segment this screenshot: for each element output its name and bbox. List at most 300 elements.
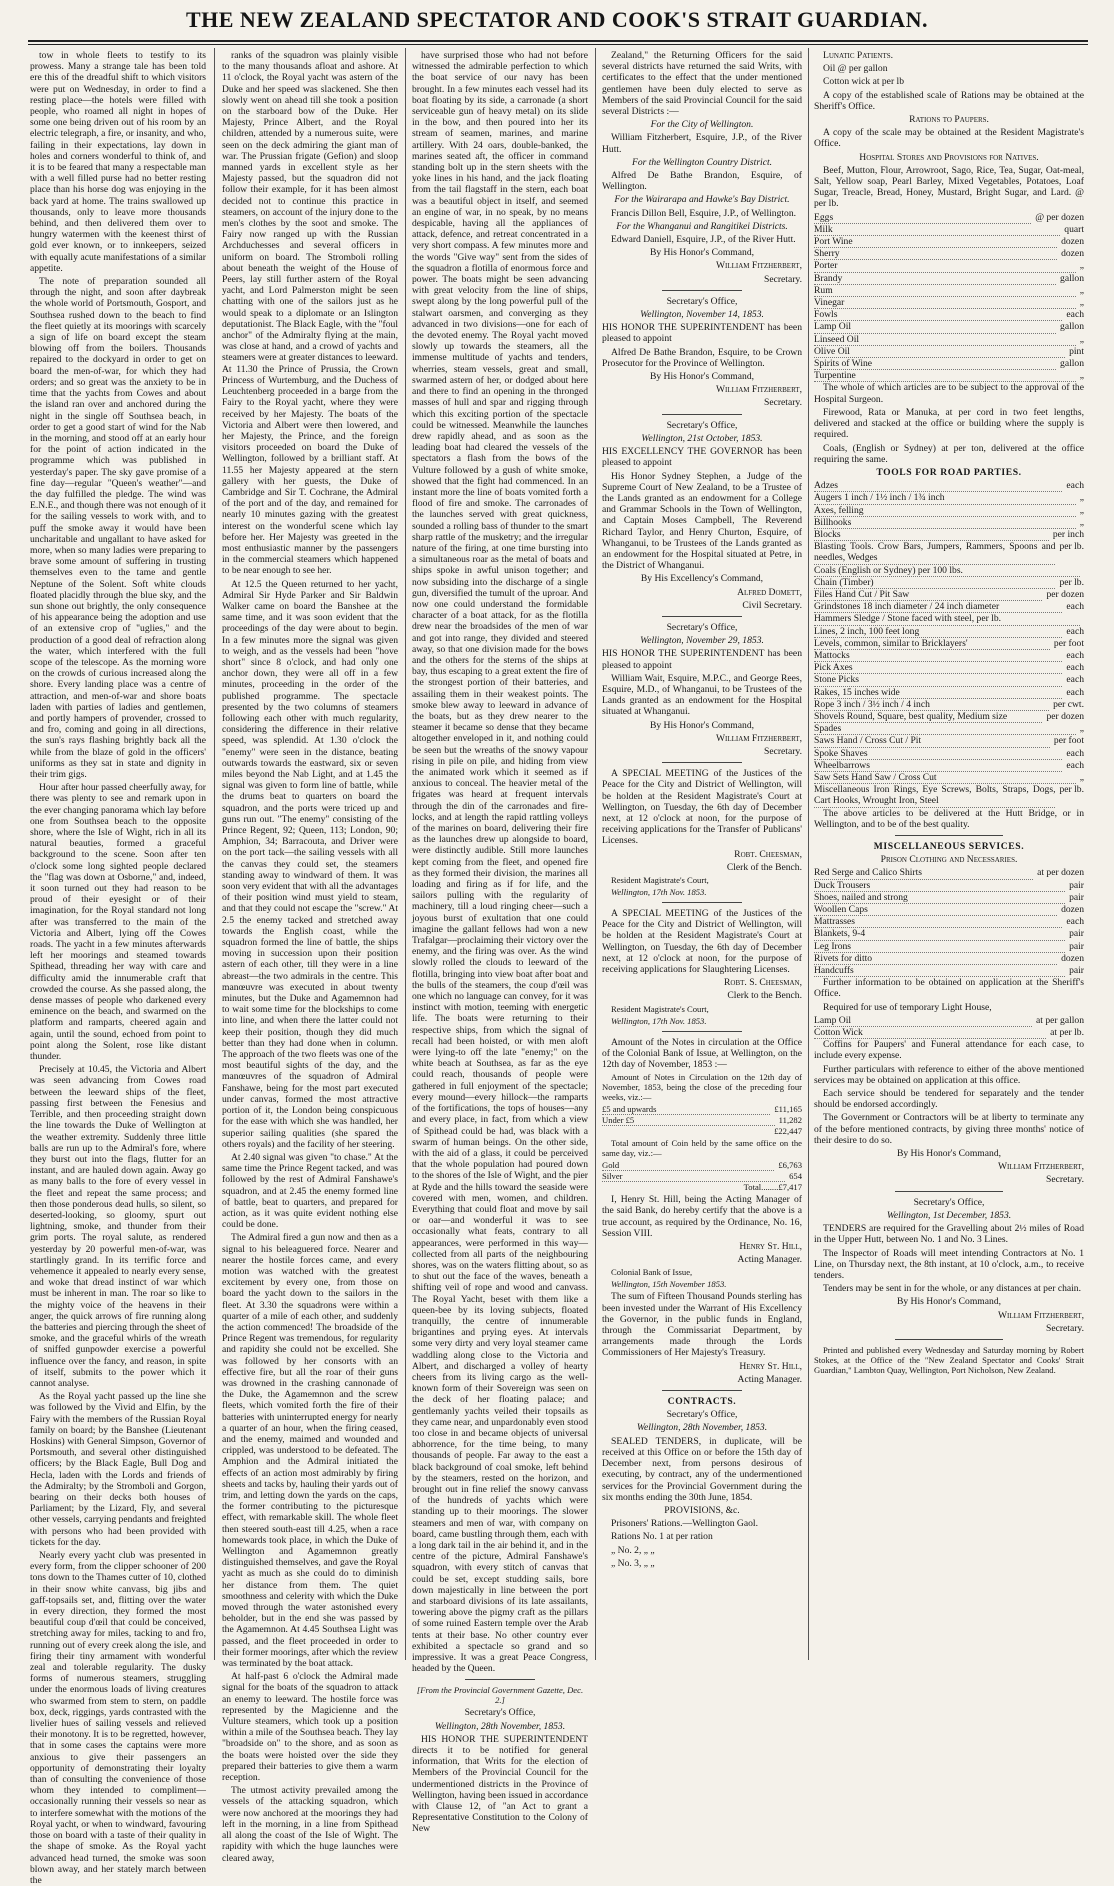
bank-row-value: £6,763 bbox=[778, 1160, 802, 1171]
prison-item-row bbox=[814, 892, 1084, 904]
column-4-government-notices bbox=[602, 50, 802, 1660]
contract-note: Each service should be tendered for separately and the tender should be endorsed accordingly. bbox=[814, 1088, 1084, 1111]
hospital-items: Beef, Mutton, Flour, Arrowroot, Sago, Rice, Tea, Sugar, Oat-meal, Salt, Yellow soap, Pearl Barley, Mixed Vegetables, Potatoes, Loaf Sugar, Treacle, Bread, Honey, Mustard, Bright Sugar, and Lard. @ per lb. bbox=[814, 164, 1084, 210]
notice-place: Resident Magistrate's Court, bbox=[611, 1003, 709, 1014]
price-row-unit: each bbox=[1066, 309, 1084, 321]
price-row-label: Brandy bbox=[814, 273, 1056, 285]
prison-item-row-unit: pair bbox=[1069, 879, 1084, 891]
tool-row-label: Blasting Tools. Crow Bars, Jumpers, Rammers, Spoons and needles, Wedges bbox=[814, 541, 1056, 564]
contract-note: A copy of the scale may be obtained at the Resident Magistrate's Office. bbox=[814, 127, 1084, 150]
district-member: Edward Daniell, Esquire, J.P., of the River Hutt. bbox=[611, 234, 796, 246]
price-row bbox=[814, 224, 1084, 236]
price-row-unit: „ bbox=[1079, 297, 1084, 309]
divider bbox=[662, 1390, 742, 1391]
subheading: Prison Clothing and Necessaries. bbox=[880, 854, 1018, 866]
article-paragraph: At 2.40 signal was given "to chase." At the same time the Prince Regent tacked, and was followed by the rest of Admiral Fanshawe's squadron, and at 2.45 the enemy formed line of battle, beat to quarters, and prepared for action, as it was quite evident nothing else could be done. bbox=[222, 1151, 398, 1231]
tool-row-label: Chain (Timber) bbox=[814, 577, 1055, 589]
tool-row bbox=[814, 626, 1084, 638]
signature-title: Clerk of the Bench. bbox=[726, 861, 802, 873]
prison-item-row-unit: dozen bbox=[1061, 904, 1084, 916]
column-rule bbox=[405, 48, 406, 1660]
tool-row bbox=[814, 699, 1084, 711]
tool-row-unit: per dozen bbox=[1046, 588, 1084, 600]
tool-row-label: Spoke Shaves bbox=[814, 748, 1062, 760]
signature-name: William Fitzherbert, bbox=[997, 1309, 1084, 1321]
bank-declaration: I, Henry St. Hill, being the Acting Manager of the said Bank, do hereby certify that the above is a true account, as required by the Ordinance, No. 16, Session VIII. bbox=[602, 1194, 802, 1239]
notice-office: Secretary's Office, bbox=[666, 295, 738, 307]
price-row bbox=[814, 346, 1084, 358]
divider bbox=[662, 762, 742, 763]
contract-item: Cotton wick at per lb bbox=[823, 76, 904, 88]
divider bbox=[662, 414, 742, 415]
price-row-unit: dozen bbox=[1061, 248, 1084, 260]
divider bbox=[895, 835, 1003, 836]
price-row-unit: quart bbox=[1064, 223, 1084, 235]
prison-item-row bbox=[814, 941, 1084, 953]
price-row-label: Rum bbox=[814, 285, 1076, 297]
contract-note: Required for use of temporary Light House, bbox=[823, 1001, 992, 1013]
contract-note: The Government or Contractors will be at liberty to terminate any of the before mentioned contracts, by giving three months' notice of their desire to do so. bbox=[814, 1112, 1084, 1146]
prison-item-row-unit: each bbox=[1066, 916, 1084, 928]
tool-row-label: Hammers Sledge / Stone faced with steel, per lb. bbox=[814, 613, 1080, 625]
divider bbox=[662, 290, 742, 291]
ration-item: „ No. 3, „ „ bbox=[611, 1557, 655, 1569]
article-paragraph: have surprised those who had not before witnessed the admirable perfection to which the boat service of our navy has been brought. In a few minutes each vessel had its boat floating by its side, a carronade (a short serviceable gun of heavy metal) on its slide in the bow, and then poured into her its stream of seamen, marines, and marine artillery. With 24 oars, double-banked, the marines seated aft, the officer in command standing bolt up in the stern sheets with the yoke lines in his hand, and the jack floating from the tail flagstaff in the stern, each boat was a beautiful object in itself, and seemed an engine of war, in no speak, by no means despicable, having all the appliances of attack, defence, and retreat concentrated in a very short compass. A few minutes more and the words "Give way" sent from the sides of the squadron a flotilla of enormous force and power. The boats might be seen advancing with great velocity from the line of ships, swept along by the long powerful pull of the stalwart oarsmen, and converging as they advanced in two divisions—one for each of the devoted enemy. The Royal yacht moved slowly up towards the steamers, all the immense multitude of yachts and tenders, wherries, steam vessels, great and small, swarmed astern of her, or dodged about here and there to find an opening in the thronged masses of hull and spar and rigging through which this exciting portion of the spectacle could be witnessed. Meanwhile the launches drew rapidly ahead, and as soon as the leading boat had cleared the vessels of the spectators a flash from the bows of the Vulture followed by a gush of white smoke, showed that the fight had commenced. In an instant more the line of boats vomited forth a flood of fire and smoke. The carronades of the launches served with great quickness, sounded a rolling bass of thunder to the smart sharp rattle of the musketry; and the irregular nature of the firing, at one time bursting into a simultaneous roar as the metal of boats and ships spoke in awful unison together; and now subsiding into the discharge of a single gun, diversified the tumult of the uproar. And now one could understand the formidable character of a boat attack, for as the flotilla drew near the broadsides of the men of war and got into range, they divided and steered away, so that one division made for the bows and the others for the sterns of the ships at bay, thus escaping to a great extent the fire of the strongest portion of their batteries, and assailing them in their weakest points. The smoke blew away to leeward in advance of the boats, but as they drew nearer to the steamer it became so dense that they became altogether enveloped in it, and nothing could be seen but the wreaths of the snowy vapour rising in pile on pile, and hiding from view the animated work which it seemed as if anxious to conceal. The heavier metal of the frigates was heard at frequent intervals through the din of the carronades and fire-locks, and at length the rapid rattling volleys of the marines on board, delivering their fire as the launches drew up alongside to board, were distinctly audible. Still more launches kept coming from the fleet, and opened fire as they formed their division, the marines all loading and firing as if for life, and the sailors pulling with the regularity of machinery, till a loud ringing cheer—such a joyous burst of exultation that one could imagine the gallant fellows had won a new Trafalgar—proclaiming their victory over the enemy, and the firing was over. As the wind slowly rolled the clouds to leeward of the flotilla, bringing into view boat after boat and the bulls of the steamers, the coup d'œil was one which no language can convey, for it was instinct with motion, teeming with energetic life. The boats were returning to their respective ships, from which the signal of recall had been hoisted, or with men aloft were lying-to off the late "enemy;" on the white beach at Southsea, as far as the eye could reach, thousands of people were gathered in full enjoyment of the spectacle; every mound—every hillock—the ramparts of the fortifications, the tops of houses—any and every place, in fact, from which a view of Spithead could be had, was black with a swarm of human beings. On the other side, with the aid of a glass, it could be perceived that the whole population had poured down to the shores of the Isle of Wight, and the pier at Ryde and the hills toward the seaside were covered with men, women, and children. Everything that could float and move by sail or oar—and wonderful it was to see occasionally what feats, contrary to all appearances, were performed in this way—collected from all parts of the neighbouring shores, was on the waters flitting about, so as to shut out the face of the waves, beneath a shifting veil of rope and wood and canvass. The Royal Yacht, beset with them like a queen-bee by its loving subjects, floated tranquilly, the centre of innumerable brigantines and prying eyes. At intervals some very dirty and very loyal steamer came waddling along close to the Victoria and Albert, and discharged a volley of hearty cheers from its living cargo as the well-known form of their Sovereign was seen on the deck of her floating palace; and gentlemanly yachts veiled their topsails as they came near, and unpardonably even stood too close in and became objects of universal abhorrence, for the time being, to many thousands of people. Far away to the east a black background of coal smoke, left behind by the steamers, rested on the horizon, and brought out in fine relief the snowy canvass of the hundreds of yachts which were standing up to their moorings. The slower steamers and men of war, with company on board, came bustling through them, each with a long dark tail in the air behind it, and in the centre of the picture, Admiral Fanshawe's squadron, with every stitch of canvas that could be set, except studding sails, bore down majestically in line between the port and starboard divisions of its late assailants, towering above the pigmy craft as the pillars of some ruined Eastern temple over the Arab tents at their base. No other country ever exhibited a spectacle so grand and so impressive. It was a great Peace Congress, headed by the Queen. bbox=[412, 50, 588, 1675]
price-row-unit: gallon bbox=[1060, 321, 1084, 333]
signature-title: Civil Secretary. bbox=[742, 599, 802, 611]
price-row bbox=[814, 358, 1084, 370]
misc-heading: MISCELLANEOUS SERVICES. bbox=[873, 841, 1025, 852]
masthead bbox=[0, 0, 1114, 40]
price-row-label: Olive Oil bbox=[814, 346, 1065, 358]
contract-note: The above articles to be delivered at the Hutt Bridge, or in Wellington, and to be of the best quality. bbox=[814, 807, 1084, 830]
signature-title: Secretary. bbox=[764, 273, 802, 285]
tool-row bbox=[814, 711, 1084, 723]
notice-body: Alfred De Bathe Brandon, Esquire, to be Crown Prosecutor for the Province of Wellington. bbox=[602, 346, 802, 369]
column-rule bbox=[808, 48, 809, 1660]
prison-item-row-unit: pair bbox=[1069, 928, 1084, 940]
tool-row-unit: „ bbox=[1079, 504, 1084, 516]
bank-row-label: Silver bbox=[602, 1171, 785, 1182]
tool-row-label: Augers 1 inch / 1½ inch / 1¾ inch bbox=[814, 492, 1076, 504]
tool-row-unit: per lb. bbox=[1059, 784, 1084, 796]
contract-note: A copy of the established scale of Rations may be obtained at the Sheriff's Office. bbox=[814, 89, 1084, 112]
prison-item-row bbox=[814, 880, 1084, 892]
price-row-label: Spirits of Wine bbox=[814, 358, 1056, 370]
bank-row-value: 11,282 bbox=[778, 1115, 802, 1126]
tool-row bbox=[814, 723, 1084, 735]
divider bbox=[465, 1679, 535, 1680]
bank-row-label: £5 and upwards bbox=[602, 1104, 770, 1115]
tool-row-label: Coals (English or Sydney) per 100 lbs. bbox=[814, 565, 1080, 577]
signature-by: By His Excellency's Command, bbox=[640, 573, 764, 585]
price-row bbox=[814, 321, 1084, 333]
bank-notice-sub: Amount of Notes in Circulation on the 12th day of November, 1853, being the close of the preceding four weeks, viz.:— bbox=[602, 1072, 802, 1103]
tool-row bbox=[814, 505, 1084, 517]
tool-row bbox=[814, 480, 1084, 492]
article-paragraph: The Admiral fired a gun now and then as a signal to his beleaguered force. Nearer and nearer the hostile forces came, and every motion was watched with the greatest excitement by every one, from those on board the yacht down to the sailors in the fleet. At 3.30 the squadrons were within a quarter of a mile of each other, and suddenly the action commenced! The broadside of the Prince Regent was tremendous, for regularity and rapidity she could not be excelled. She was followed by her consorts with an effective fire, but all the roar of their guns was drowned in the crashing cannonade of the Duke, the Agamemnon and the screw fleets, which vomited forth the fire of their batteries with uninterrupted energy for nearly a quarter of an hour, when the firing ceased, and the enemy, maimed and wounded and crippled, was understood to be defeated. The Amphion and the Admiral initiated the effects of an action most admirably by firing sheets and tacks by, hauling their yards out of trim, and letting down the yards on the caps, the former contributing to the picturesque effect, with remarkable skill. The whole fleet then steered south-east till 4.25, when a race homewards took place, in which the Duke of Wellington and Agamemnon greatly distinguished themselves, and gave the Royal yacht as much as she could do to diminish her distance from them. The quiet smoothness and celerity with which the Duke moved through the water astonished every beholder, but in the end she was passed by the Agamemnon. At 4.45 Southsea Light was passed, and the fleet proceeded in order to their former moorings, after which the review was terminated by the boat attack. bbox=[222, 1232, 398, 1670]
provisions-heading: PROVISIONS, &c. bbox=[664, 1504, 740, 1516]
contract-note: Firewood, Rata or Manuka, at per cord in two feet lengths, delivered and stacked at the office or building where the supply is required. bbox=[814, 406, 1084, 441]
price-row bbox=[814, 370, 1084, 382]
subheading: Lunatic Patients. bbox=[823, 50, 894, 61]
bank-row-label: Under £5 bbox=[602, 1115, 775, 1126]
price-row bbox=[814, 260, 1084, 272]
article-paragraph: ranks of the squadron was plainly visible to the many thousands afloat and ashore. At 11 o'clock, the Royal yacht was astern of the Duke and her speed was slackened. She then slowly went on ahead till she took a position on the starboard bow of the Duke. Her Majesty, Prince Albert, and the Royal children, attended by a numerous suite, were seen on the deck admiring the giant man of war. The Prussian frigate (Gefion) and sloop manned yards in excellent style as her Majesty passed, but the squadron did not follow their example, for it has been almost decided not to continue this practice in steamers, on account of the injury done to the men's clothes by the soot and smoke. The Fairy now ranged up with the Russian Archduchesses and several officers in uniform on board. The Stromboli rolling about beneath the weight of the House of Peers, lay still further astern of the Royal yacht, and Lord Palmerston might be seen chatting with one of the sailors just as he would speak to a diplomate or an Islington deputationist. The Black Eagle, with the "foul anchor" of the Admiralty flying at the main, was close at hand, and a crowd of yachts and steamers were at greater distances to leeward. At 11.30 the Prince of Prussia, the Crown Princess of Wurtemburg, and the Duchess of Leuchtenberg proceeded in a barge from the Fairy to the Royal yacht, where they were received by her Majesty. The boats of the Victoria and Albert were then lowered, and her Majesty, the Prince, and the foreign visitors proceeded on board the Duke of Wellington, followed by a brilliant staff. At 11.55 her Majesty appeared at the stern gallery with her guests, the Duke of Cambridge and Sir T. Cochrane, the Admiral of the port and of the day, and remained for nearly 10 minutes gazing with the greatest interest on the wonderful scene which lay before her. Her Majesty was greeted in the most enthusiastic manner by the passengers in the commercial steamers which happened to be near enough to see her. bbox=[222, 50, 398, 577]
price-row-label: Lamp Oil bbox=[814, 321, 1056, 333]
price-row-label: Turpentine bbox=[814, 370, 1076, 382]
price-row bbox=[814, 285, 1084, 297]
tool-row bbox=[814, 638, 1084, 650]
notice-office: Secretary's Office, bbox=[666, 1409, 738, 1421]
signature-title: Acting Manager. bbox=[737, 1373, 802, 1385]
contract-note: Further particulars with reference to either of the above mentioned services may be obtained on application at this office. bbox=[814, 1063, 1084, 1086]
bank-row bbox=[602, 1104, 802, 1115]
prison-item-row bbox=[814, 953, 1084, 965]
article-paragraph: As the Royal yacht passed up the line she was followed by the Vivid and Elfin, by the Fairy with the members of the Russian Royal family on board; by the Banshee (Lieutenant Hoskins) with General Simpson, Governor of Portsmouth, and several other distinguished officers; by the Black Eagle, Bull Dog and Hecla, laden with the Lords and friends of the Admiralty; by the Stromboli and Gorgon, bearing on their decks both houses of Parliament; by the Lizard, Fly, and several other vessels, carrying pendants and freighted with persons who had been provided with tickets for the day. bbox=[30, 1391, 206, 1548]
gazette-source: [From the Provincial Government Gazette, Dec. 2.] bbox=[416, 1685, 584, 1706]
tool-row-unit: each bbox=[1066, 674, 1084, 686]
bank-row-value: 654 bbox=[789, 1171, 802, 1182]
price-row-unit: „ bbox=[1079, 260, 1084, 272]
contracts-body: SEALED TENDERS, in duplicate, will be received at this Office on or before the 15th day of December next, from persons desirous of executing, by contract, any of the undermentioned services for the Provincial Government during the six months ending the 30th June, 1854. bbox=[602, 1435, 802, 1503]
notice-date: Wellington, 15th November 1853. bbox=[611, 1279, 727, 1290]
tool-row-label: Saws Hand / Cross Cut / Pit bbox=[814, 735, 1050, 747]
tool-row-label: Mattocks bbox=[814, 650, 1062, 662]
price-row bbox=[814, 334, 1084, 346]
signature-title: Secretary. bbox=[1046, 1322, 1084, 1334]
prison-item-row-label: Handcuffs bbox=[814, 965, 1065, 977]
gravel-tenders: Tenders may be sent in for the whole, or any distances at per chain. bbox=[823, 1283, 1082, 1295]
notice-date: Wellington, November 14, 1853. bbox=[640, 309, 764, 321]
article-paragraph: The utmost activity prevailed among the vessels of the attacking squadron, which were now anchored at the moorings they had left in the morning, in a line from Spithead all along the coast of the Isle of Wight. The rapidity with which the huge launches were cleared away, bbox=[222, 1785, 398, 1864]
district-label: For the Wairarapa and Hawke's Bay District. bbox=[614, 194, 790, 206]
price-row-label: Porter bbox=[814, 260, 1076, 272]
tool-row bbox=[814, 784, 1084, 807]
contracts-heading: CONTRACTS. bbox=[667, 1396, 737, 1408]
bank-row bbox=[602, 1160, 802, 1171]
contract-note: Coals, (English or Sydney) at per ton, delivered at the office requiring the same. bbox=[814, 442, 1084, 465]
light-item-row bbox=[814, 1015, 1084, 1027]
bank-row-value: £11,165 bbox=[774, 1104, 802, 1115]
tool-row-label: Saw Sets Hand Saw / Cross Cut bbox=[814, 772, 1076, 784]
notice-body: William Wait, Esquire, M.P.C., and George Rees, Esquire, M.D., of Whanganui, to be Trustees of the Lands granted as an endowment for the Hospital situated at Whanganui. bbox=[602, 672, 802, 718]
tool-row-label: Rope 3 inch / 3½ inch / 4 inch bbox=[814, 699, 1049, 711]
column-rule bbox=[595, 48, 596, 1660]
prison-item-row bbox=[814, 965, 1084, 977]
bank-notice-intro: Amount of the Notes in circulation at the Office of the Colonial Bank of Issue, at Wellington, on the 12th day of November, 1853 :— bbox=[602, 1036, 802, 1071]
contract-note: Further information to be obtained on application at the Sheriff's Office. bbox=[814, 977, 1084, 1000]
price-row bbox=[814, 248, 1084, 260]
district-label: For the Whanganui and Rangitikei Districts. bbox=[616, 220, 788, 232]
notice-date: Wellington, 28th November, 1853. bbox=[636, 1422, 768, 1434]
light-item-row-label: Lamp Oil bbox=[814, 1015, 1032, 1027]
gravel-tender-body: TENDERS are required for the Gravelling about 2½ miles of Road in the Upper Hutt, between No. 1 and No. 3 Lines. bbox=[814, 1223, 1084, 1246]
prison-item-row-unit: dozen bbox=[1061, 952, 1084, 964]
tool-row-unit: each bbox=[1066, 759, 1084, 771]
writs-notice-body: HIS HONOR THE SUPERINTENDENT directs it to be notified for general information, that Writs for the election of Members of the Provincial Council for the undermentioned districts in the Province of Wellington, having been issued in accordance with Clause 12, of "an Act to grant a Representative Constitution to the Colony of New bbox=[412, 1733, 588, 1835]
signature-title: Secretary. bbox=[1046, 1174, 1084, 1186]
notice-date: Wellington, 17th Nov. 1853. bbox=[611, 1015, 707, 1026]
prison-item-row bbox=[814, 867, 1084, 879]
prison-item-row-label: Shoes, nailed and strong bbox=[814, 892, 1065, 904]
notice-body: His Honor Sydney Stephen, a Judge of the Supreme Court of New Zealand, to be a Trustee of the Lands granted as an endowment for a College and Grammar Schools in the Town of Wellington, and Captain Moses Campbell, The Reverend Richard Taylor, and Henry Churton, Esquire, of Whanganui, to be Trustees of the Lands granted as an endowment for the Hospital situated at Petre, in the District of Whanganui. bbox=[602, 470, 802, 572]
prison-list bbox=[814, 867, 1084, 977]
tool-row bbox=[814, 577, 1084, 589]
article-paragraph: Nearly every yacht club was presented in every form, from the clipper schooner of 200 tons down to the Thames cutter of 10, clothed in their snow white canvass, big jibs and gaff-topsails set, and, flitting over the water in every direction, they formed the most beautiful coup d'œil that could be conceived, stretching away for miles, tacking to and fro, running out of every creek along the isle, and firing their tiny armament with wonderful zeal and tolerable regularity. The dusky forms of numerous steamers, struggling under the enormous loads of living creatures who swarmed from stem to stern, on paddle box, deck, riggings, yards contrasted with the livelier hues of sailing vessels and relieved their monotony. It is to be regretted, however, that in some cases the captains were more anxious to give their passengers an opportunity of demonstrating their loyalty than of consulting the convenience of those whom they intended to compliment—occasionally running their vessels so near as to interfere somewhat with the motions of the Royal yacht, or when to windward, favouring those on board with a taste of their quality in the shape of smoke. As the Royal yacht advanced head turned, the smoke was soon blown away, and her stately march between the bbox=[30, 1550, 206, 1886]
signature-name: Henry St. Hill, bbox=[739, 1241, 802, 1253]
district-member: Francis Dillon Bell, Esquire, J.P., of Wellington. bbox=[611, 207, 797, 219]
tool-row bbox=[814, 735, 1084, 747]
tools-heading: TOOLS FOR ROAD PARTIES. bbox=[876, 466, 1022, 478]
notice-office: Secretary's Office, bbox=[666, 419, 738, 431]
tool-row-unit: per cwt. bbox=[1053, 698, 1084, 710]
tool-row-label: Blocks bbox=[814, 529, 1049, 541]
printer-imprint: Printed and published every Wednesday and Saturday morning by Robert Stokes, at the Office of the "New Zealand Spectator and Cooks' Strait Guardian," Lambton Quay, Wellington, Port Nicholson, New Zealand. bbox=[814, 1344, 1084, 1375]
tool-row-label: Wheelbarrows bbox=[814, 760, 1062, 772]
notice-date: Wellington, 17th Nov. 1853. bbox=[611, 887, 707, 897]
tool-row-unit: each bbox=[1066, 601, 1084, 613]
divider bbox=[662, 1031, 742, 1032]
price-row bbox=[814, 309, 1084, 321]
tool-row-label: Adzes bbox=[814, 480, 1062, 492]
prison-item-row-unit: pair bbox=[1069, 940, 1084, 952]
tool-row-unit: each bbox=[1066, 662, 1084, 674]
tool-row-label: Pick Axes bbox=[814, 662, 1062, 674]
prison-item-row bbox=[814, 904, 1084, 916]
tool-row-label: Rakes, 15 inches wide bbox=[814, 687, 1062, 699]
masthead-rule bbox=[28, 40, 1088, 42]
contract-item: Oil @ per gallon bbox=[823, 63, 888, 75]
notice-office: Secretary's Office, bbox=[666, 621, 738, 633]
price-row-label: Sherry bbox=[814, 248, 1057, 260]
price-row-label: Milk bbox=[814, 224, 1060, 236]
district-label: For the Wellington Country District. bbox=[631, 156, 773, 168]
tool-row bbox=[814, 687, 1084, 699]
tool-row-unit: per dozen bbox=[1046, 710, 1084, 722]
prison-item-row-label: Woollen Caps bbox=[814, 904, 1057, 916]
divider bbox=[662, 616, 742, 617]
meeting-notice-body: A SPECIAL MEETING of the Justices of the Peace for the City and District of Wellington, will be holden at the Resident Magistrate's Court at Wellington, on Tuesday, the 6th day of December next, at 12 o'clock at noon, for the purpose of receiving applications for the Transfer of Publicans' Licenses. bbox=[602, 768, 802, 847]
notice-heading: HIS EXCELLENCY THE GOVERNOR has been pleased to appoint bbox=[602, 446, 802, 469]
price-row-unit: „ bbox=[1079, 370, 1084, 382]
tool-row-unit: per foot bbox=[1053, 637, 1084, 649]
signature-title: Clerk to the Bench. bbox=[727, 990, 802, 1002]
price-row-label: Vinegar bbox=[814, 297, 1076, 309]
divider bbox=[662, 902, 742, 903]
price-row bbox=[814, 297, 1084, 309]
signature-name: William Fitzherbert, bbox=[715, 260, 802, 272]
contract-note: Coffins for Paupers' and Funeral attendance for each case, to include every expense. bbox=[814, 1039, 1084, 1062]
writs-notice-continued: Zealand," the Returning Officers for the said several districts have returned the said Writs, with certificates to the effect that the under mentioned gentlemen have been duly elected to serve as Members of the said Provincial Council for the said several Districts :— bbox=[602, 50, 802, 118]
bank-coin-total: Total........£7,417 bbox=[743, 1182, 802, 1193]
prisoners-rations: Prisoners' Rations.—Wellington Gaol. bbox=[611, 1518, 758, 1530]
tool-row-unit: each bbox=[1066, 649, 1084, 661]
column-1-naval-review bbox=[30, 50, 206, 1886]
divider bbox=[895, 1191, 1003, 1192]
tool-row bbox=[814, 760, 1084, 772]
tool-row-unit: „ bbox=[1079, 771, 1084, 783]
ration-item: „ No. 2, „ „ bbox=[611, 1544, 655, 1556]
tool-row-label: Stone Picks bbox=[814, 674, 1062, 686]
divider bbox=[895, 1339, 1003, 1340]
tool-row-unit: per lb. bbox=[1059, 576, 1084, 588]
price-row-unit: @ per dozen bbox=[1035, 211, 1084, 223]
notice-heading: HIS HONOR THE SUPERINTENDENT has been pleased to appoint bbox=[602, 648, 802, 671]
price-row-unit: gallon bbox=[1060, 272, 1084, 284]
tool-row-unit: each bbox=[1066, 686, 1084, 698]
district-label: For the City of Wellington. bbox=[650, 119, 754, 131]
tool-row bbox=[814, 748, 1084, 760]
tool-row-label: Shovels Round, Square, best quality, Medium size bbox=[814, 711, 1042, 723]
price-row bbox=[814, 273, 1084, 285]
notice-date: Wellington, November 29, 1853. bbox=[640, 635, 764, 647]
signature-name: Robt. S. Cheesman, bbox=[724, 977, 802, 989]
tool-row bbox=[814, 492, 1084, 504]
prison-item-row-unit: at per dozen bbox=[1037, 867, 1084, 879]
signature-name: William Fitzherbert, bbox=[715, 384, 802, 396]
tool-row bbox=[814, 613, 1084, 625]
tool-row bbox=[814, 650, 1084, 662]
meeting-notice-body: A SPECIAL MEETING of the Justices of the Peace for the City and District of Wellington, will be holden at the Resident Magistrate's Court at Wellington, on Tuesday, the 6th day of December next, at 12 o'clock at noon, for the purpose of receiving applications for Slaughtering Licenses. bbox=[602, 908, 802, 976]
tool-row-label: Files Hand Cut / Pit Saw bbox=[814, 589, 1042, 601]
signature-by: By His Honor's Command, bbox=[649, 371, 755, 383]
prison-item-row-label: Duck Trousers bbox=[814, 880, 1065, 892]
tool-row bbox=[814, 674, 1084, 686]
bank-row bbox=[602, 1115, 802, 1126]
notice-heading: HIS HONOR THE SUPERINTENDENT has been pleased to appoint bbox=[602, 322, 802, 345]
tool-row-unit: „ bbox=[1079, 723, 1084, 735]
column-2-naval-review bbox=[222, 50, 398, 1864]
article-paragraph: The note of preparation sounded all through the night, and soon after daybreak the whole world of Portsmouth, Gosport, and Southsea rushed down to the beach to find the fleet quietly at its moorings with scarcely a sign of life on board except the steam blowing off from the boilers. Thousands repaired to the dockyard in order to get on board the men-of-war, for which they had orders; and so great was the anxiety to be in time that the yachts from Cowes and about the island ran over and anchored during the night in the single off Southsea beach, in order to get a good start of wind for the Nab in the morning, and stood off at an early hour for the point of action indicated in the programme which was published in yesterday's paper. The sky gave promise of a fine day—regular "Queen's weather"—and the day fulfilled the pledge. The wind was E.N.E., and though there was not enough of it for the sailing vessels to work with, and to puff the smoke away it would have been uncharitable and ungallant to have asked for more, when so many ladies were preparing to brave some amount of suffering in trusting themselves even to the tame and gentle Neptune of the Solent. Soft white clouds floated placidly through the blue sky, and the sun shone out brightly, the only consequence of his appearance being the adoption and use of an extensive crop of "uglies," and the production of a good deal of refraction along the water, which interfered with the full scope of the telescope. As the morning wore on the crowds of curious increased along the shore. Every landing place was a centre of attraction, and men-of-war and shore boats laden with parties of ladies and gentlemen, and portly hampers of provender, crossed to and fro, coming and going in all directions, the sun's rays flashing brightly back all the while from the blaze of gold in the officers' uniforms as they sat in state and dignity in their trim gigs. bbox=[30, 276, 206, 780]
column-5-contracts bbox=[814, 50, 1084, 1660]
tool-row-label: Spades bbox=[814, 723, 1076, 735]
newspaper-title: THE NEW ZEALAND SPECTATOR AND COOK'S STRAIT GUARDIAN. bbox=[185, 7, 929, 32]
tool-row-unit: „ bbox=[1079, 516, 1084, 528]
column-rule bbox=[214, 48, 215, 1660]
signature-name: Robt. Cheesman, bbox=[734, 848, 802, 860]
bank-row bbox=[602, 1171, 802, 1182]
tool-row bbox=[814, 772, 1084, 784]
signature-by: By His Honor's Command, bbox=[896, 1148, 1002, 1160]
light-item-row-label: Cotton Wick bbox=[814, 1027, 1046, 1039]
tool-row-label: Billhooks bbox=[814, 517, 1076, 529]
tool-row-label: Lines, 2 inch, 100 feet long bbox=[814, 626, 1062, 638]
tool-row-unit: per inch bbox=[1052, 528, 1084, 540]
light-item-row-unit: at per lb. bbox=[1050, 1027, 1084, 1039]
tool-row-unit: each bbox=[1066, 480, 1084, 492]
price-row-unit: dozen bbox=[1061, 236, 1084, 248]
district-member: Alfred De Bathe Brandon, Esquire, of Wellington. bbox=[602, 170, 802, 193]
light-item-row-unit: at per gallon bbox=[1036, 1014, 1084, 1026]
signature-name: William Fitzherbert, bbox=[997, 1161, 1084, 1173]
signature-title: Secretary. bbox=[764, 745, 802, 757]
tool-row-unit: per lb. bbox=[1059, 541, 1084, 553]
tool-row bbox=[814, 541, 1084, 564]
signature-title: Secretary. bbox=[764, 397, 802, 409]
price-row-unit: gallon bbox=[1060, 358, 1084, 370]
prison-item-row-label: Leg Irons bbox=[814, 941, 1065, 953]
notice-place: Resident Magistrate's Court, bbox=[611, 875, 709, 885]
prison-item-row-label: Mattrasses bbox=[814, 916, 1062, 928]
signature-name: Henry St. Hill, bbox=[739, 1360, 802, 1372]
price-row-unit: pint bbox=[1069, 345, 1084, 357]
column-3-naval-review bbox=[412, 50, 588, 1835]
notice-office: Secretary's Office, bbox=[913, 1196, 985, 1208]
signature-name: William Fitzherbert, bbox=[715, 732, 802, 744]
price-row-unit: „ bbox=[1079, 284, 1084, 296]
tools-list bbox=[814, 480, 1084, 807]
tool-row bbox=[814, 589, 1084, 601]
notice-office: Secretary's Office, bbox=[464, 1707, 536, 1719]
signature-by: By His Honor's Command, bbox=[649, 719, 755, 731]
light-list bbox=[814, 1015, 1084, 1039]
subheading: Hospital Stores and Provisions for Natives. bbox=[859, 151, 1039, 163]
bank-total: £22,447 bbox=[774, 1126, 802, 1137]
prison-item-row bbox=[814, 928, 1084, 940]
price-list bbox=[814, 212, 1084, 383]
masthead-rule-thin bbox=[28, 44, 1088, 45]
price-row-label: Port Wine bbox=[814, 236, 1057, 248]
price-row bbox=[814, 212, 1084, 224]
bank-loan-note: The sum of Fifteen Thousand Pounds sterling has been invested under the Warrant of His Excellency the Governor, in the public funds in England, through the Commissariat Department, by arrangements made through the Lords Commissioners of Her Majesty's Treasury. bbox=[602, 1291, 802, 1359]
tool-row bbox=[814, 529, 1084, 541]
prison-item-row-label: Blankets, 9-4 bbox=[814, 928, 1065, 940]
ration-item: Rations No. 1 at per ration bbox=[611, 1531, 713, 1543]
prison-item-row bbox=[814, 916, 1084, 928]
price-row-unit: „ bbox=[1079, 333, 1084, 345]
notice-date: Wellington, 1st December, 1853. bbox=[886, 1209, 1012, 1221]
price-row-label: Linseed Oil bbox=[814, 334, 1076, 346]
signature-by: By His Honor's Command, bbox=[649, 247, 755, 259]
article-paragraph: Precisely at 10.45, the Victoria and Albert was seen advancing from Cowes road between the leeward ships of the fleet, passing first between the Fenesius and Terrible, and then proceeding straight down the line towards the Duke of Wellington at the weather extremity. Suddenly three little balls are run up to the Admiral's fore, where they burst out into the flags, flutter for an instant, and are hauled down again. Away go as many balls to the fore of every vessel in the fleet and repeat the same process; and then those ponderous dead hulls, so silent, so deserted-looking, so gloomy, spurt out lightning, smoke, and thunder from their grim ports. The royal salute, as rendered yesterday by 20 powerful men-of-war, was startlingly grand. In its terrific force and vehemence it appealed to nearly every sense, and woke that dread instinct of war which must be inherent in man. The roar so like to the mighty voice of the heavens in their anger, the quick arrows of fire running along the batteries and piercing through the sheet of smoke, and the graceful whirls of the wreath of sniffed gunpowder exercise a powerful influence over the fancy, and reason, in spite of itself, submits to the power which it cannot analyse. bbox=[30, 1064, 206, 1389]
notice-date: Wellington, 28th November, 1853. bbox=[434, 1720, 566, 1732]
tool-row-unit: „ bbox=[1079, 492, 1084, 504]
bank-row-label: Gold bbox=[602, 1160, 774, 1171]
prison-item-row-unit: pair bbox=[1069, 965, 1084, 977]
signature-by: By His Honor's Command, bbox=[896, 1296, 1002, 1308]
price-row-label: Eggs bbox=[814, 212, 1031, 224]
prison-item-row-label: Rivets for ditto bbox=[814, 953, 1057, 965]
tool-row-unit: per foot bbox=[1053, 735, 1084, 747]
article-paragraph: At 12.5 the Queen returned to her yacht, Admiral Sir Hyde Parker and Sir Baldwin Walker came on board the Banshee at the same time, and it was soon evident that the proceedings of the day were about to begin. In a few minutes more the signal was given to weigh, and as the vessels had been "hove short" since 8 o'clock, and had only one anchor down, they were all off in a few minutes, proceeding in the order of the published programme. The spectacle presented by the two columns of steamers following each other with much regularity, considering the difference in their relative speed, was splendid. At 1.30 o'clock the "enemy" were seen in the distance, beating outwards towards the eastward, six or seven miles beyond the Nab Light, and at 1.45 the signal was given to form line of battle, while the drums beat to quarters on board the squadron, and the ports were triced up and guns run out. "The enemy" consisting of the Prince Regent, 92; Queen, 113; London, 90; Amphion, 34; Barracouta, and Driver were on the port tack—the sailing vessels with all the canvas they could set, the steamers standing away to windward of them. It was soon very evident that with all the advantages of their position wind must yield to steam, and that they could not escape the "screw." At 2.5 the enemy tacked and stretched away towards the English coast, while the squadron formed the line of battle, the ships moving in succession upon their position astern of each other, till they were in a line abreast—the two admirals in the centre. This manœuvre was executed in about twenty minutes, but the Duke and Agamemnon had to wait some time for the blockships to come into line, and when there the latter could not keep their position, though they did much better than they had done when in column. The approach of the two fleets was one of the most beautiful sights of the day, and the manœuvres of the squadron of Admiral Fanshawe, being for the most part executed under canvas, formed the most attractive portion of it, the London being conspicuous for the ease with which she was handled, her superior sailing qualities (she spared the others royals) and the facility of her steering. bbox=[222, 578, 398, 1150]
price-row bbox=[814, 236, 1084, 248]
tool-row-label: Axes, felling bbox=[814, 505, 1076, 517]
article-paragraph: At half-past 6 o'clock the Admiral made signal for the boats of the squadron to attack an enemy to leeward. The hostile force was represented by the Magicienne and the Vulture steamers, which took up a position within a mile of the Southsea beach. They lay "broadside on" to the shore, and as soon as the boats were hoisted over the side they prepared their batteries to give them a warm reception. bbox=[222, 1671, 398, 1784]
district-member: William Fitzherbert, Esquire, J.P., of the River Hutt. bbox=[602, 132, 802, 155]
tool-row-unit: each bbox=[1066, 625, 1084, 637]
tool-row bbox=[814, 662, 1084, 674]
tool-row-unit: each bbox=[1066, 747, 1084, 759]
subheading: Rations to Paupers. bbox=[909, 114, 989, 126]
price-row-label: Fowls bbox=[814, 309, 1062, 321]
signature-title: Acting Manager. bbox=[737, 1254, 802, 1266]
light-item-row bbox=[814, 1027, 1084, 1039]
gravel-inspector: The Inspector of Roads will meet intending Contractors at No. 1 Line, on Thursday next, the 8th instant, at 10 o'clock, a.m., to receive tenders. bbox=[814, 1247, 1084, 1281]
tool-row-label: Grindstones 18 inch diameter / 24 inch diameter bbox=[814, 601, 1062, 613]
signature-name: Alfred Domett, bbox=[737, 586, 802, 598]
tool-row-label: Levels, common, similar to Bricklayers' bbox=[814, 638, 1050, 650]
notice-date: Wellington, 21st October, 1853. bbox=[641, 432, 763, 444]
bank-coin-head: Total amount of Coin held by the same office on the same day, viz.:— bbox=[602, 1138, 802, 1159]
notice-place: Colonial Bank of Issue, bbox=[611, 1267, 693, 1278]
tool-row-label: Miscellaneous Iron Rings, Eye Screws, Bolts, Straps, Dogs, Cart Hooks, Wrought Iron, Steel bbox=[814, 784, 1056, 807]
article-paragraph: tow in whole fleets to testify to its prowess. Many a strange tale has been told ere this of the dreadful shift to which visitors were put on Wednesday, in order to find a resting place—the hotels were filled with people, who roamed all night in hopes of some one being driven out of his room by an electric telegraph, a fire, or insanity, and who, failing in their expectations, lay down in holes and corners wonderful to think of, and it is to be feared that many a respectable man with a well filled purse had no better resting place than his horse dog was enjoying in the back yard at home. The trains swallowed up thousands, only to leave more thousands behind, and then delivered them over to hungry watermen with the keenest thirst of gold ever known, or to innkeepers, seized with equally acute manifestations of a similar appetite. bbox=[30, 50, 206, 274]
tool-row bbox=[814, 601, 1084, 613]
contract-note: The whole of which articles are to be subject to the approval of the Hospital Surgeon. bbox=[814, 382, 1084, 405]
article-paragraph: Hour after hour passed cheerfully away, for there was plenty to see and remark upon in the ever changing panorama which lay before one from Southsea beach to the opposite shore, where the Isle of Wight, rich in all its natural beauties, formed a graceful background to the scene. Soon after ten o'clock some long sighted people declared the "flag was down at Osborne," and, indeed, it soon turned out they had reason to be proud of their eyesight or of their imagination, for the Royal standard not long after was transferred to the main of the Victoria and Albert, lying off the Cowes roads. The yacht in a few minutes afterwards left her moorings and steamed towards Spithead, threading her way with care and difficulty amid the innumerable craft that crowded the course. As she passed along, the dense masses of people who darkened every eminence on the beach, and swarmed on the platform and ramparts, cheered again and again, until the sound, echoed from point to point along the Solent, rose like distant thunder. bbox=[30, 782, 206, 1063]
prison-item-row-label: Red Serge and Calico Shirts bbox=[814, 867, 1033, 879]
